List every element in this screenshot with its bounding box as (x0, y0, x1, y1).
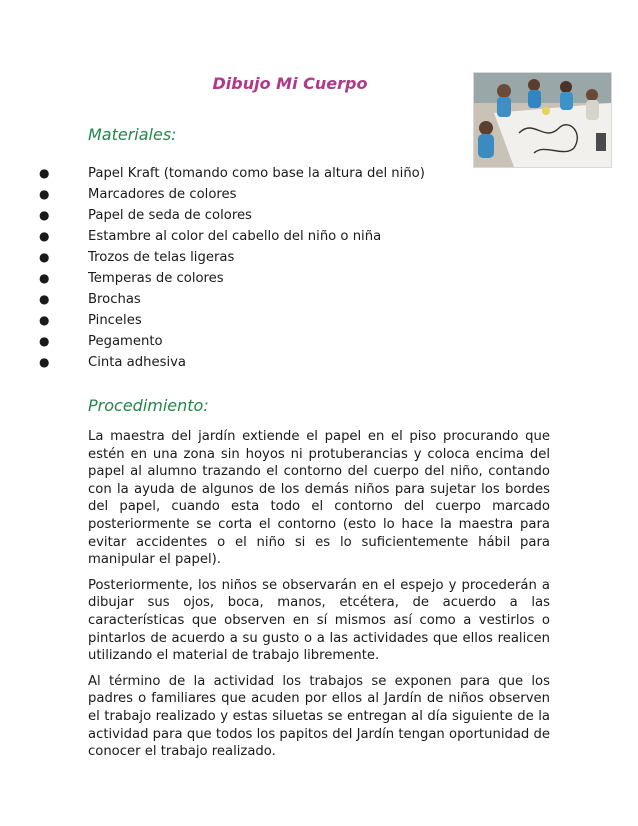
procedure-paragraph: Posteriormente, los niños se observarán en el espejo y procederán a dibujar sus ojos, boca, manos, etcétera, de acuerdo a las características que observen en sí mismos así como a vestirlos o pintarlos de acuerdo a su gusto o a las actividades que ellos realicen utilizando el material de trabajo libremente. (88, 577, 550, 664)
activity-photo (473, 72, 612, 168)
list-item: ● Trozos de telas ligeras (39, 250, 235, 265)
procedure-paragraph: Al término de la actividad los trabajos se exponen para que los padres o familiares que acuden por ellos al Jardín de niños observen el trabajo realizado y estas siluetas se entregan al día siguiente de la actividad para que todos los papitos del Jardín tengan oportunidad de conocer el trabajo realizado. (88, 673, 550, 760)
list-item: ● Cinta adhesiva (39, 355, 187, 370)
materials-heading: Materiales: (88, 125, 177, 144)
list-item: ● Temperas de colores (39, 271, 224, 286)
children-drawing-photo (474, 73, 611, 167)
list-item: ● Marcadores de colores (39, 187, 237, 202)
list-item: ● Papel de seda de colores (39, 208, 252, 223)
procedure-paragraph: La maestra del jardín extiende el papel en el piso procurando que estén en una zona sin hoyos ni protuberancias y coloca encima del papel al alumno trazando el contorno del cuerpo del niño, contando con la ayuda de algunos de los demás niños para sujetar los bordes del papel, cuando esta todo el contorno del cuerpo marcado posteriormente se corta el contorno (esto lo hace la maestra para evitar accidentes o el niño si es lo suficientemente hábil para manipular el papel). (88, 429, 550, 568)
list-item: ● Brochas (39, 292, 141, 307)
list-item: ● Pinceles (39, 313, 142, 328)
page-title: Dibujo Mi Cuerpo (212, 74, 368, 93)
list-item: ● Papel Kraft (tomando como base la altura del niño) (39, 166, 425, 181)
procedure-heading: Procedimiento: (88, 396, 209, 415)
list-item: ● Pegamento (39, 334, 163, 349)
list-item: ● Estambre al color del cabello del niño o niña (39, 229, 382, 244)
procedure-text (88, 428, 550, 769)
materials-list (0, 163, 425, 373)
